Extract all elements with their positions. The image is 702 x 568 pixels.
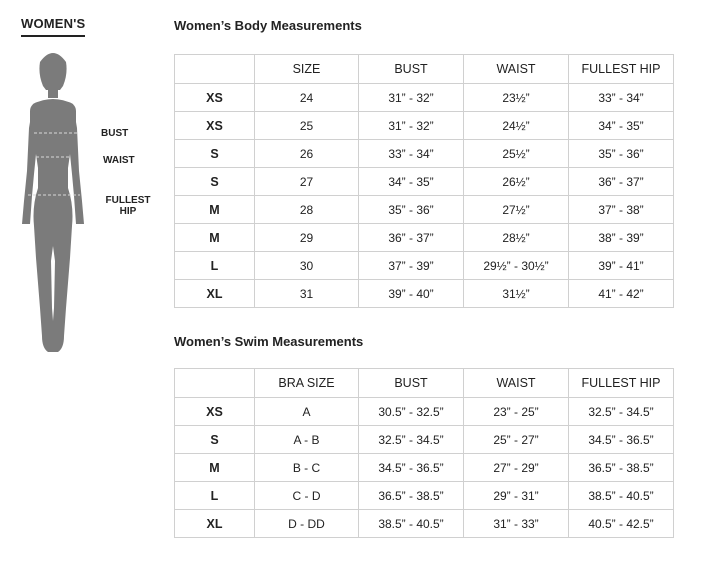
table-cell: 29 — [255, 224, 359, 252]
size-cell: S — [175, 140, 255, 168]
table-cell: 31” - 32” — [359, 112, 464, 140]
table-cell: 39” - 41” — [569, 252, 674, 280]
table-cell: 24 — [255, 84, 359, 112]
column-header — [175, 55, 255, 84]
table-cell: 31” - 32” — [359, 84, 464, 112]
table-cell: 41” - 42” — [569, 280, 674, 308]
table-cell: 38.5” - 40.5” — [569, 482, 674, 510]
size-cell: XL — [175, 510, 255, 538]
body-measurements-table — [174, 54, 674, 308]
table-cell: 36.5” - 38.5” — [569, 454, 674, 482]
size-cell: XS — [175, 84, 255, 112]
table-cell: 36” - 37” — [569, 168, 674, 196]
table-row — [175, 252, 674, 280]
column-header: WAIST — [464, 55, 569, 84]
table-cell: 29” - 31” — [464, 482, 569, 510]
table-row — [175, 224, 674, 252]
table-cell: 38.5” - 40.5” — [359, 510, 464, 538]
waist-label: WAIST — [103, 155, 135, 166]
column-header: FULLEST HIP — [569, 55, 674, 84]
table-cell: 30 — [255, 252, 359, 280]
table-header-row — [175, 55, 674, 84]
table-cell: 34” - 35” — [359, 168, 464, 196]
table-cell: 33” - 34” — [359, 140, 464, 168]
column-header: WAIST — [464, 369, 569, 398]
column-header: BUST — [359, 369, 464, 398]
table-cell: 25½” — [464, 140, 569, 168]
table-cell: 34” - 35” — [569, 112, 674, 140]
column-header: FULLEST HIP — [569, 369, 674, 398]
table-cell: 39” - 40” — [359, 280, 464, 308]
size-cell: M — [175, 224, 255, 252]
table-cell: 34.5” - 36.5” — [569, 426, 674, 454]
table-cell: 28 — [255, 196, 359, 224]
table-cell: 27½” — [464, 196, 569, 224]
table-row — [175, 510, 674, 538]
table-cell: A - B — [255, 426, 359, 454]
table-row — [175, 196, 674, 224]
table-cell: 25” - 27” — [464, 426, 569, 454]
table-cell: A — [255, 398, 359, 426]
table-cell: 23” - 25” — [464, 398, 569, 426]
column-header: BUST — [359, 55, 464, 84]
table-cell: 37” - 39” — [359, 252, 464, 280]
table-cell: B - C — [255, 454, 359, 482]
table-header-row — [175, 369, 674, 398]
table-row — [175, 168, 674, 196]
table-cell: 27” - 29” — [464, 454, 569, 482]
table-cell: 34.5” - 36.5” — [359, 454, 464, 482]
hip-label: FULLEST HIP — [105, 195, 151, 217]
table-cell: 24½” — [464, 112, 569, 140]
column-header — [175, 369, 255, 398]
swim-table-title: Women’s Swim Measurements — [174, 334, 364, 349]
table-cell: 31½” — [464, 280, 569, 308]
size-cell: M — [175, 454, 255, 482]
size-cell: XS — [175, 398, 255, 426]
table-cell: 36.5” - 38.5” — [359, 482, 464, 510]
table-cell: D - DD — [255, 510, 359, 538]
body-table-title: Women’s Body Measurements — [174, 18, 362, 33]
table-row — [175, 140, 674, 168]
table-row — [175, 426, 674, 454]
bust-label: BUST — [101, 128, 129, 139]
table-cell: 26 — [255, 140, 359, 168]
table-cell: 35” - 36” — [569, 140, 674, 168]
table-row — [175, 454, 674, 482]
table-cell: 33” - 34” — [569, 84, 674, 112]
size-cell: S — [175, 426, 255, 454]
page-heading: WOMEN'S — [21, 16, 85, 37]
table-cell: 30.5” - 32.5” — [359, 398, 464, 426]
table-cell: 37” - 38” — [569, 196, 674, 224]
table-cell: 25 — [255, 112, 359, 140]
table-cell: 38” - 39” — [569, 224, 674, 252]
size-cell: L — [175, 252, 255, 280]
table-row — [175, 398, 674, 426]
column-header: BRA SIZE — [255, 369, 359, 398]
table-cell: 32.5” - 34.5” — [359, 426, 464, 454]
table-cell: 23½” — [464, 84, 569, 112]
size-cell: XS — [175, 112, 255, 140]
table-cell: 26½” — [464, 168, 569, 196]
size-cell: L — [175, 482, 255, 510]
size-cell: XL — [175, 280, 255, 308]
size-cell: M — [175, 196, 255, 224]
table-cell: 27 — [255, 168, 359, 196]
table-row — [175, 482, 674, 510]
table-cell: 28½” — [464, 224, 569, 252]
table-cell: 35” - 36” — [359, 196, 464, 224]
table-cell: 32.5” - 34.5” — [569, 398, 674, 426]
swim-measurements-table — [174, 368, 674, 538]
table-row — [175, 112, 674, 140]
table-row — [175, 280, 674, 308]
table-cell: C - D — [255, 482, 359, 510]
body-figure — [0, 46, 170, 366]
size-cell: S — [175, 168, 255, 196]
table-cell: 40.5” - 42.5” — [569, 510, 674, 538]
table-row — [175, 84, 674, 112]
table-cell: 31 — [255, 280, 359, 308]
table-cell: 31” - 33” — [464, 510, 569, 538]
table-cell: 29½” - 30½” — [464, 252, 569, 280]
column-header: SIZE — [255, 55, 359, 84]
table-cell: 36” - 37” — [359, 224, 464, 252]
